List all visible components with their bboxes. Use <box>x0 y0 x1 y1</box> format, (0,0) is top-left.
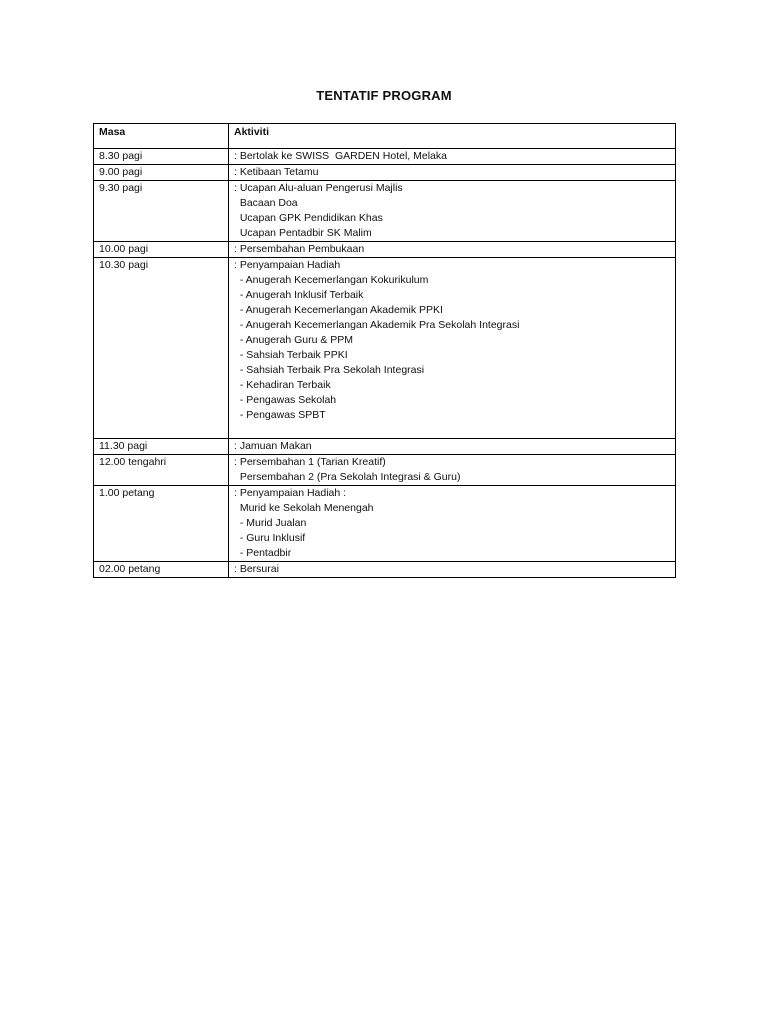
activity-line: - Anugerah Inklusif Terbaik <box>234 289 364 301</box>
activity-line: : Bersurai <box>234 563 279 575</box>
activity-line: : Jamuan Makan <box>234 440 312 452</box>
table-row <box>94 258 676 439</box>
header-masa: Masa <box>94 124 229 149</box>
time-cell: 1.00 petang <box>94 486 229 562</box>
table-row <box>94 165 676 181</box>
table-row <box>94 439 676 455</box>
time-cell: 10.30 pagi <box>94 258 229 439</box>
page-title: TENTATIF PROGRAM <box>316 88 452 103</box>
activity-line: - Murid Jualan <box>234 517 307 529</box>
activity-line: : Penyampaian Hadiah <box>234 259 341 271</box>
activity-cell <box>229 242 676 258</box>
activity-line: - Pentadbir <box>234 547 292 559</box>
activity-line: : Ketibaan Tetamu <box>234 166 319 178</box>
activity-line: - Pengawas SPBT <box>234 409 326 421</box>
activity-line: - Guru Inklusif <box>234 532 306 544</box>
activity-line: Ucapan Pentadbir SK Malim <box>234 227 372 239</box>
time-cell: 12.00 tengahri <box>94 455 229 486</box>
program-table <box>93 123 676 578</box>
activity-cell <box>229 439 676 455</box>
activity-line: - Pengawas Sekolah <box>234 394 337 406</box>
table-row <box>94 455 676 486</box>
time-cell: 8.30 pagi <box>94 149 229 165</box>
activity-cell <box>229 258 676 439</box>
activity-line: - Anugerah Kecemerlangan Kokurikulum <box>234 274 429 286</box>
time-cell: 10.00 pagi <box>94 242 229 258</box>
activity-line: : Penyampaian Hadiah : <box>234 487 347 499</box>
activity-line: - Anugerah Kecemerlangan Akademik Pra Sekolah Integrasi <box>234 319 520 331</box>
activity-cell <box>229 165 676 181</box>
activity-line: - Sahsiah Terbaik PPKI <box>234 349 348 361</box>
activity-cell <box>229 562 676 578</box>
header-aktiviti: Aktiviti <box>229 124 676 149</box>
activity-line: Ucapan GPK Pendidikan Khas <box>234 212 383 224</box>
table-row <box>94 181 676 242</box>
table-row <box>94 486 676 562</box>
time-cell: 9.00 pagi <box>94 165 229 181</box>
activity-line: : Ucapan Alu-aluan Pengerusi Majlis <box>234 182 403 194</box>
blank-line <box>234 423 670 438</box>
time-cell: 9.30 pagi <box>94 181 229 242</box>
activity-line: : Bertolak ke SWISS GARDEN Hotel, Melaka <box>234 150 447 162</box>
activity-line: Bacaan Doa <box>234 197 298 209</box>
table-header-row <box>94 124 676 149</box>
activity-cell <box>229 455 676 486</box>
activity-line: - Anugerah Guru & PPM <box>234 334 354 346</box>
activity-line: Persembahan 2 (Pra Sekolah Integrasi & Guru) <box>234 471 461 483</box>
activity-line: Murid ke Sekolah Menengah <box>234 502 374 514</box>
activity-cell <box>229 486 676 562</box>
activity-line: : Persembahan Pembukaan <box>234 243 365 255</box>
activity-line: - Anugerah Kecemerlangan Akademik PPKI <box>234 304 443 316</box>
time-cell: 11.30 pagi <box>94 439 229 455</box>
table-row <box>94 242 676 258</box>
table-row <box>94 149 676 165</box>
time-cell: 02.00 petang <box>94 562 229 578</box>
activity-line: - Kehadiran Terbaik <box>234 379 331 391</box>
activity-line: - Sahsiah Terbaik Pra Sekolah Integrasi <box>234 364 425 376</box>
activity-cell <box>229 149 676 165</box>
activity-line: : Persembahan 1 (Tarian Kreatif) <box>234 456 386 468</box>
activity-cell <box>229 181 676 242</box>
table-row <box>94 562 676 578</box>
